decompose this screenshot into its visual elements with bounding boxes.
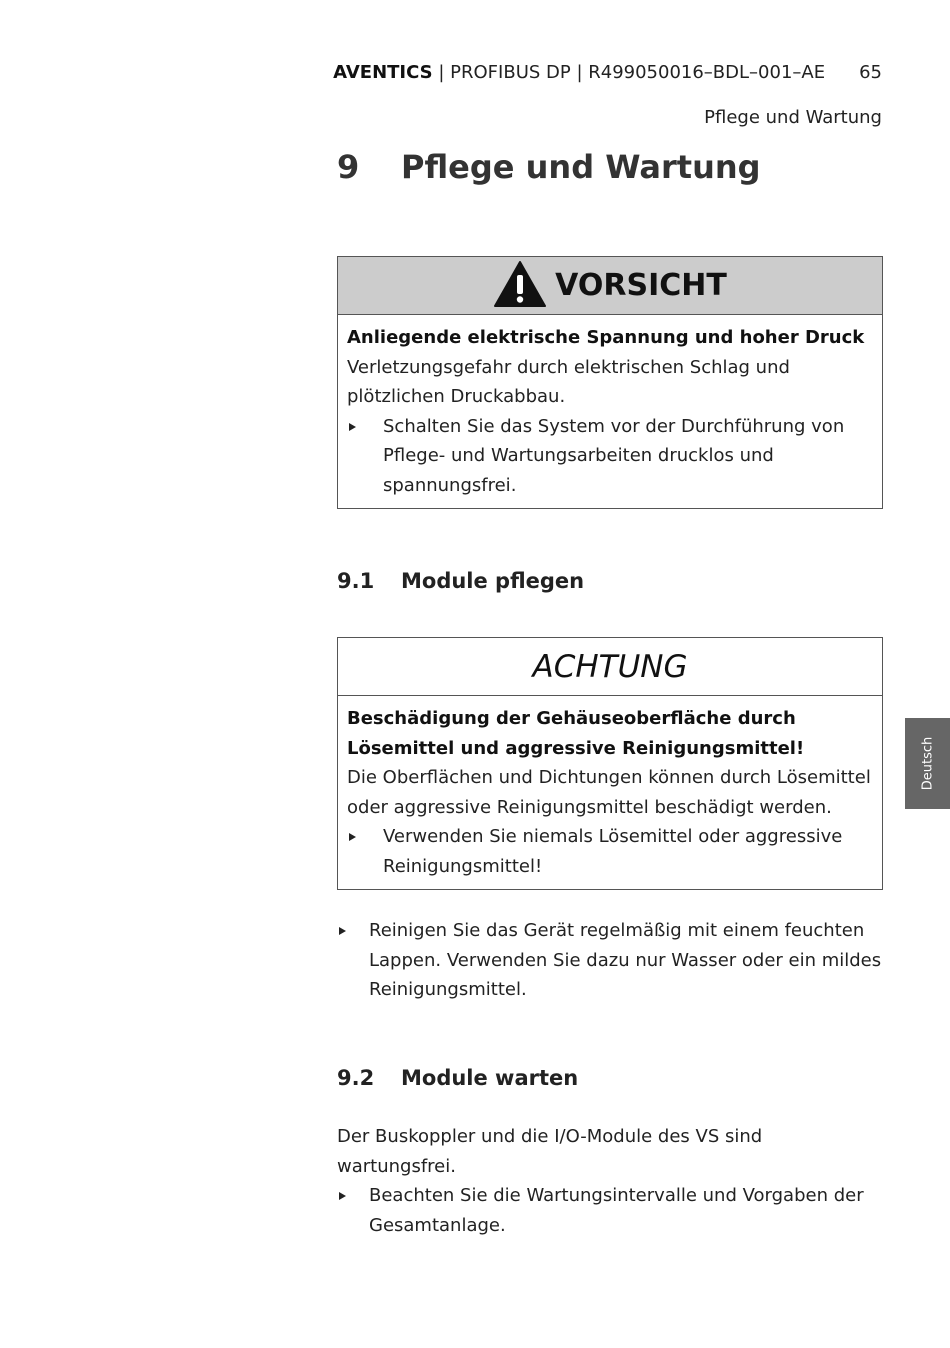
bullet-arrow-icon bbox=[349, 833, 356, 841]
header-doc-info: | PROFIBUS DP | R499050016–BDL–001–AE bbox=[432, 62, 826, 83]
caution-box bbox=[337, 256, 883, 509]
notice-box-header bbox=[338, 638, 882, 696]
section-2-text: Der Buskoppler und die I/O-Module des VS sind wartungsfrei. bbox=[337, 1126, 763, 1177]
section-number: 9.1 bbox=[337, 569, 375, 593]
bullet-arrow-icon bbox=[339, 1192, 346, 1200]
list-item bbox=[337, 1181, 882, 1240]
notice-box bbox=[337, 637, 883, 890]
section-1-instructions bbox=[337, 916, 882, 1005]
caution-title: VORSICHT bbox=[555, 268, 727, 303]
caution-box-header bbox=[338, 257, 882, 315]
list-item-text: Beachten Sie die Wartungsintervalle und Vorgaben der Gesamtanlage. bbox=[369, 1185, 864, 1236]
language-tab-label: Deutsch bbox=[920, 736, 936, 791]
caution-bullet-text: Schalten Sie das System vor der Durchführung von Pflege- und Wartungsarbeiten drucklos und spannungsfrei. bbox=[383, 415, 845, 496]
language-tab bbox=[905, 718, 950, 809]
page-number: 65 bbox=[859, 62, 882, 83]
chapter-number: 9 bbox=[337, 148, 360, 186]
section-title: Module warten bbox=[401, 1066, 579, 1090]
notice-heading: Beschädigung der Gehäuseoberfläche durch Lösemittel und aggressive Reinigungsmittel! bbox=[347, 708, 805, 759]
caution-text: Verletzungsgefahr durch elektrischen Schlag und plötzlichen Druckabbau. bbox=[347, 356, 790, 407]
caution-box-body bbox=[338, 315, 882, 508]
section-title: Module pflegen bbox=[401, 569, 585, 593]
notice-box-body bbox=[338, 696, 882, 889]
running-section-title: Pflege und Wartung bbox=[704, 107, 882, 128]
bullet-arrow-icon bbox=[349, 423, 356, 431]
notice-text: Die Oberflächen und Dichtungen können durch Lösemittel oder aggressive Reinigungsmittel beschädigt werden. bbox=[347, 767, 871, 818]
section-2-body bbox=[337, 1122, 882, 1240]
list-item bbox=[337, 916, 882, 1005]
notice-bullet-text: Verwenden Sie niemals Lösemittel oder aggressive Reinigungsmittel! bbox=[383, 826, 843, 877]
caution-bullet bbox=[347, 412, 873, 501]
header-brand: AVENTICS bbox=[333, 62, 433, 83]
bullet-arrow-icon bbox=[339, 927, 346, 935]
list-item-text: Reinigen Sie das Gerät regelmäßig mit einem feuchten Lappen. Verwenden Sie dazu nur Wasser oder ein mildes Reinigungsmittel. bbox=[369, 920, 882, 1000]
notice-bullet bbox=[347, 822, 873, 881]
warning-triangle-icon bbox=[493, 260, 547, 312]
section-number: 9.2 bbox=[337, 1066, 375, 1090]
notice-title: ACHTUNG bbox=[532, 648, 688, 685]
page-header bbox=[300, 62, 882, 83]
chapter-title: Pflege und Wartung bbox=[401, 148, 761, 186]
caution-heading: Anliegende elektrische Spannung und hoher Druck bbox=[347, 327, 865, 348]
